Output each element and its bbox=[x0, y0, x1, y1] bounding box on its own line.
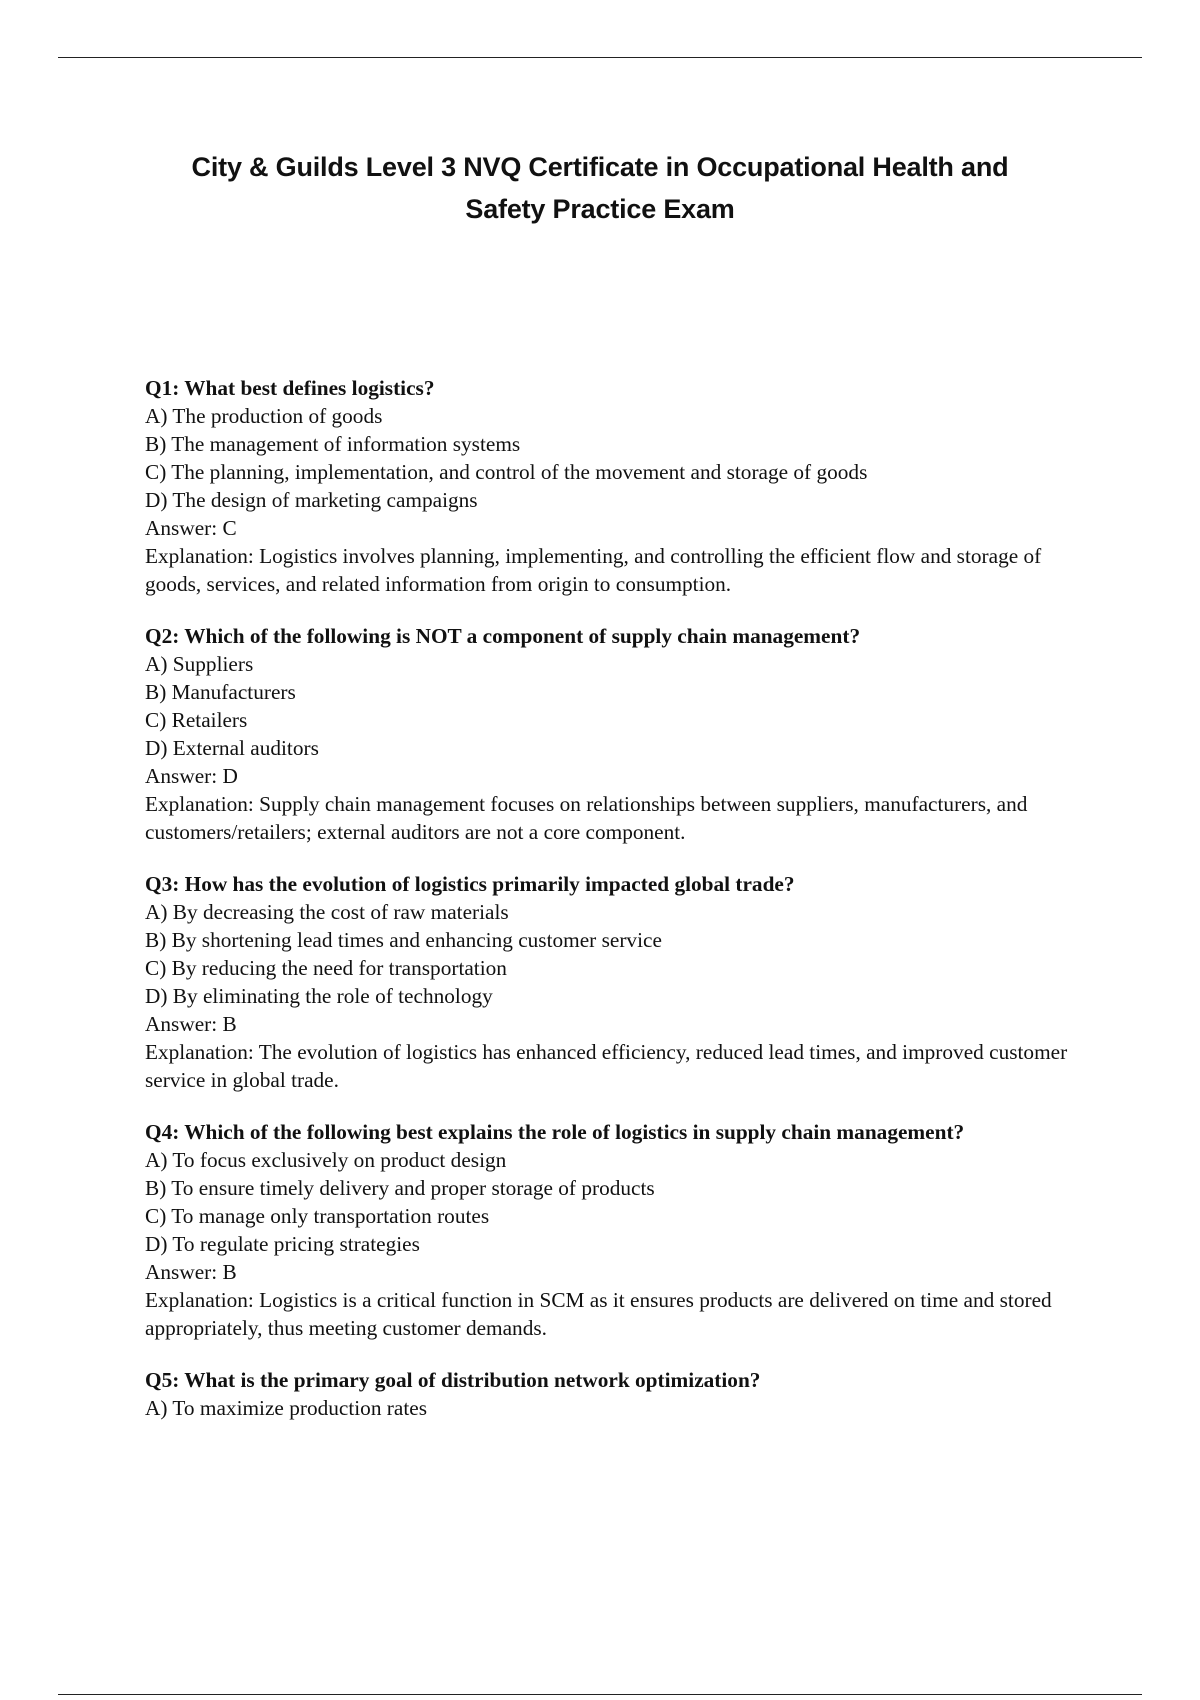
correct-answer: Answer: B bbox=[145, 1012, 237, 1036]
answer-option: D) To regulate pricing strategies bbox=[145, 1232, 420, 1256]
answer-option: D) By eliminating the role of technology bbox=[145, 984, 493, 1008]
answer-option: B) The management of information systems bbox=[145, 432, 521, 456]
explanation-text: Explanation: The evolution of logistics has enhanced efficiency, reduced lead times, and improved customer service in global trade. bbox=[145, 1040, 1068, 1092]
correct-answer: Answer: D bbox=[145, 764, 238, 788]
question-list bbox=[145, 374, 1085, 1446]
answer-option: C) To manage only transportation routes bbox=[145, 1204, 490, 1228]
answer-option: A) Suppliers bbox=[145, 652, 254, 676]
answer-option: C) By reducing the need for transportation bbox=[145, 956, 507, 980]
question-block-q2 bbox=[145, 622, 1085, 846]
answer-option: A) By decreasing the cost of raw materials bbox=[145, 900, 509, 924]
answer-option: B) Manufacturers bbox=[145, 680, 296, 704]
question-text: Q3: How has the evolution of logistics primarily impacted global trade? bbox=[145, 872, 795, 896]
explanation-text: Explanation: Logistics involves planning, implementing, and controlling the efficient flow and storage of goods, services, and related information from origin to consumption. bbox=[145, 544, 1042, 596]
bottom-divider bbox=[58, 1694, 1142, 1695]
question-block-q3 bbox=[145, 870, 1085, 1094]
page-title-line-1: City & Guilds Level 3 NVQ Certificate in Occupational Health and bbox=[191, 152, 1009, 182]
answer-option: C) The planning, implementation, and control of the movement and storage of goods bbox=[145, 460, 868, 484]
answer-option: B) By shortening lead times and enhancing customer service bbox=[145, 928, 662, 952]
explanation-text: Explanation: Supply chain management focuses on relationships between suppliers, manufacturers, and customers/retailers; external auditors are not a core component. bbox=[145, 792, 1028, 844]
page-title bbox=[0, 146, 1200, 230]
answer-option: C) Retailers bbox=[145, 708, 248, 732]
page-title-line-2: Safety Practice Exam bbox=[465, 194, 735, 224]
question-text: Q4: Which of the following best explains the role of logistics in supply chain management? bbox=[145, 1120, 965, 1144]
top-divider bbox=[58, 57, 1142, 58]
answer-option: D) The design of marketing campaigns bbox=[145, 488, 478, 512]
question-text: Q1: What best defines logistics? bbox=[145, 376, 435, 400]
answer-option: A) The production of goods bbox=[145, 404, 383, 428]
correct-answer: Answer: C bbox=[145, 516, 237, 540]
question-text: Q2: Which of the following is NOT a component of supply chain management? bbox=[145, 624, 861, 648]
question-text: Q5: What is the primary goal of distribution network optimization? bbox=[145, 1368, 761, 1392]
question-block-q4 bbox=[145, 1118, 1085, 1342]
question-block-q1 bbox=[145, 374, 1085, 598]
answer-option: B) To ensure timely delivery and proper storage of products bbox=[145, 1176, 655, 1200]
correct-answer: Answer: B bbox=[145, 1260, 237, 1284]
answer-option: A) To focus exclusively on product design bbox=[145, 1148, 507, 1172]
answer-option: D) External auditors bbox=[145, 736, 319, 760]
answer-option: A) To maximize production rates bbox=[145, 1396, 427, 1420]
explanation-text: Explanation: Logistics is a critical function in SCM as it ensures products are delivered on time and stored appropriately, thus meeting customer demands. bbox=[145, 1288, 1052, 1340]
question-block-q5 bbox=[145, 1366, 1085, 1422]
